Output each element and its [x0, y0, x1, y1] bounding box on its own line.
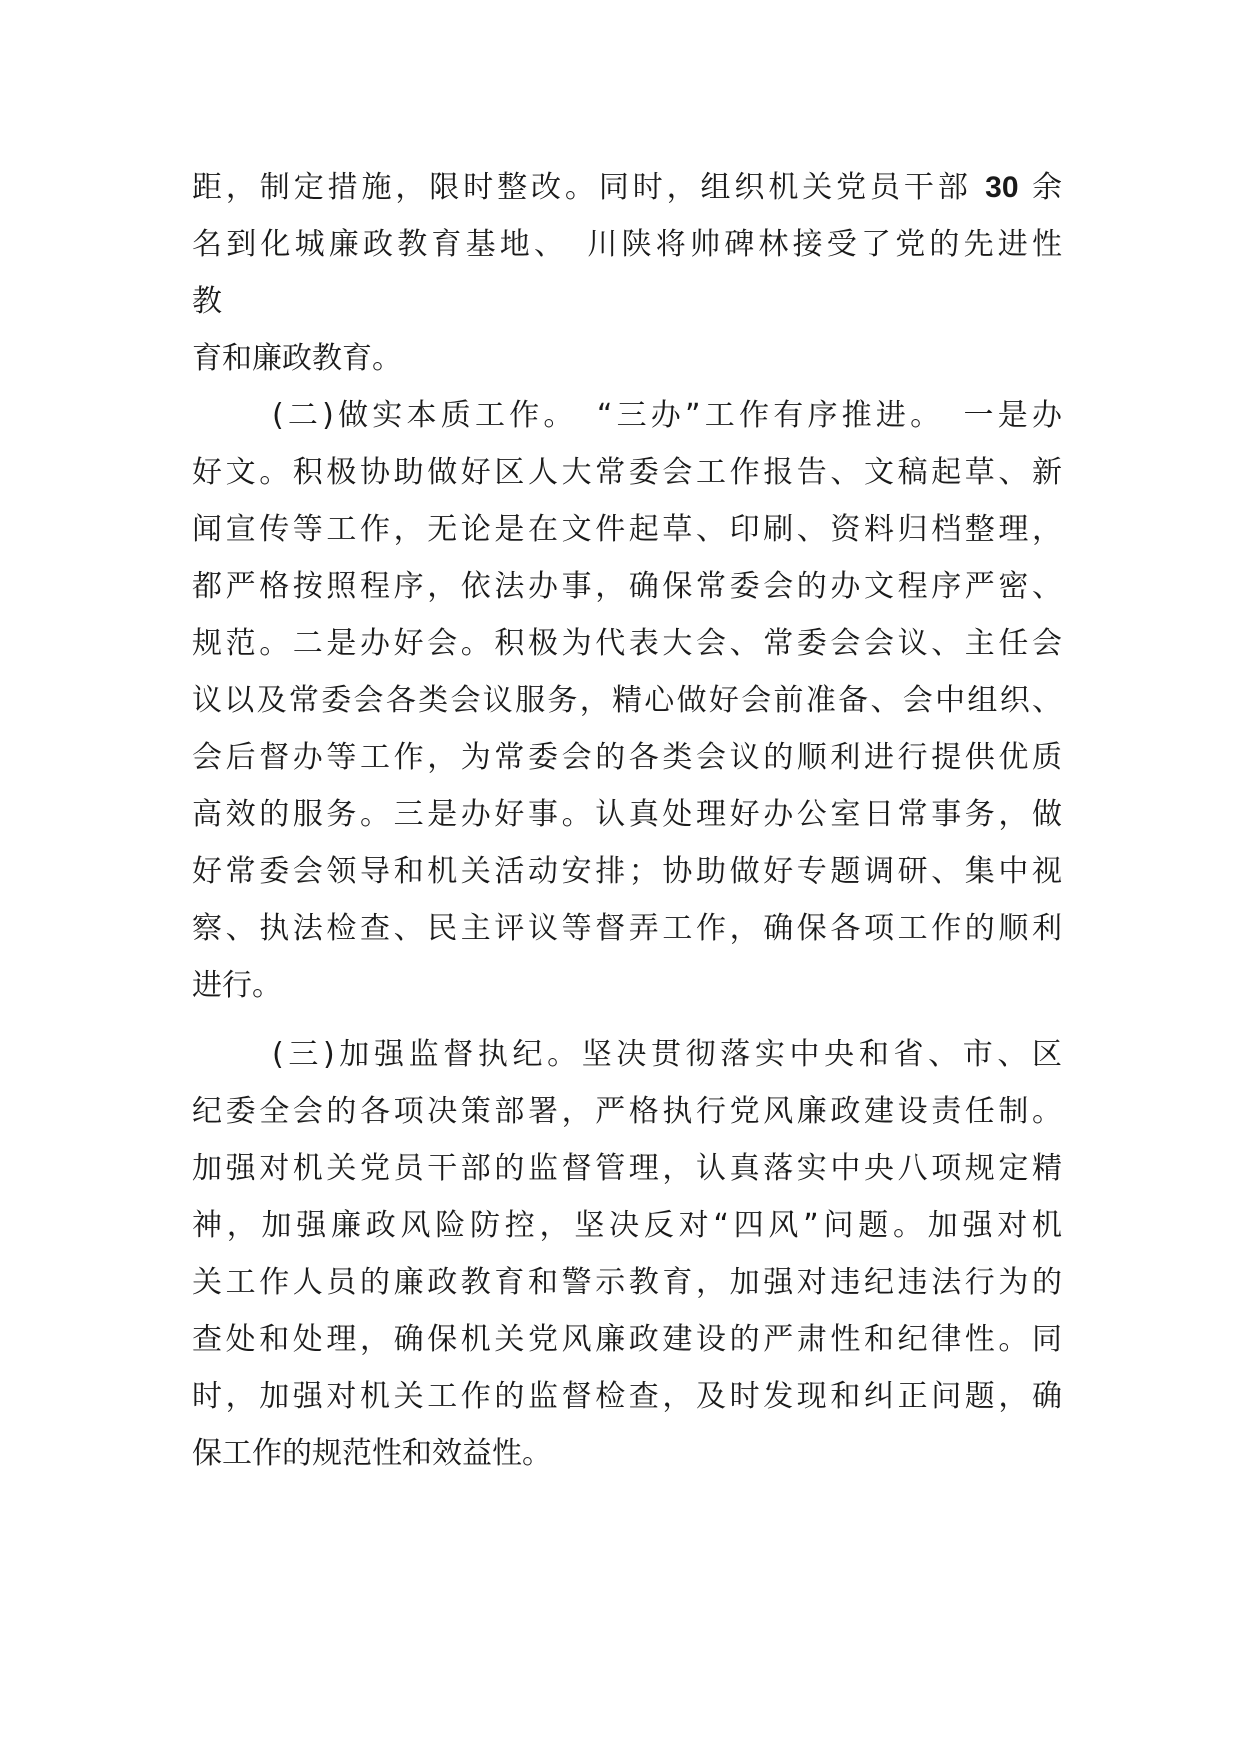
paragraph-line: 议以及常委会各类会议服务，精心做好会前准备、会中组织、: [192, 683, 1062, 718]
paragraph-line: 保工作的规范性和效益性。: [192, 1436, 552, 1471]
paragraph-line: 育和廉政教育。: [192, 341, 402, 376]
text-span: 余: [1031, 170, 1062, 205]
paragraph-line: 教: [192, 284, 222, 319]
text-span: 距，制定措施，限时整改。同时，组织机关党员干部: [192, 170, 972, 205]
paragraph-line: 时，加强对机关工作的监督检查，及时发现和纠正问题，确: [192, 1379, 1062, 1414]
paragraph-line: 高效的服务。三是办好事。认真处理好办公室日常事务，做: [192, 797, 1062, 832]
paragraph-line: 查处和处理，确保机关党风廉政建设的严肃性和纪律性。同: [192, 1322, 1062, 1357]
paragraph-line: 加强对机关党员干部的监督管理，认真落实中央八项规定精: [192, 1151, 1062, 1186]
paragraph-line: 关工作人员的廉政教育和警示教育，加强对违纪违法行为的: [192, 1265, 1062, 1300]
paragraph-line: 察、执法检查、民主评议等督弄工作，确保各项工作的顺利: [192, 911, 1062, 946]
paragraph-line: 规范。二是办好会。积极为代表大会、常委会会议、主任会: [192, 626, 1062, 661]
paragraph-line: 都严格按照程序，依法办事，确保常委会的办文程序严密、: [192, 569, 1062, 604]
paragraph-line: 纪委全会的各项决策部署，严格执行党风廉政建设责任制。: [192, 1094, 1062, 1129]
paragraph-line: 神，加强廉政风险防控，坚决反对“四风”问题。加强对机: [192, 1208, 1062, 1243]
paragraph-line: 名到化城廉政教育基地、 川陕将帅碑林接受了党的先进性: [192, 227, 1062, 262]
paragraph-line: [192, 168, 1062, 208]
paragraph-heading-line: (三)加强监督执纪。坚决贯彻落实中央和省、市、区: [272, 1037, 1062, 1072]
number-span: 30: [985, 171, 1019, 204]
paragraph-heading-line: (二)做实本质工作。 “三办”工作有序推进。 一是办: [272, 398, 1062, 433]
paragraph-line: 好常委会领导和机关活动安排；协助做好专题调研、集中视: [192, 854, 1062, 889]
paragraph-line: 好文。积极协助做好区人大常委会工作报告、文稿起草、新: [192, 455, 1062, 490]
paragraph-line: 会后督办等工作，为常委会的各类会议的顺利进行提供优质: [192, 740, 1062, 775]
paragraph-line: 进行。: [192, 968, 282, 1003]
paragraph-line: 闻宣传等工作，无论是在文件起草、印刷、资料归档整理，: [192, 512, 1062, 547]
